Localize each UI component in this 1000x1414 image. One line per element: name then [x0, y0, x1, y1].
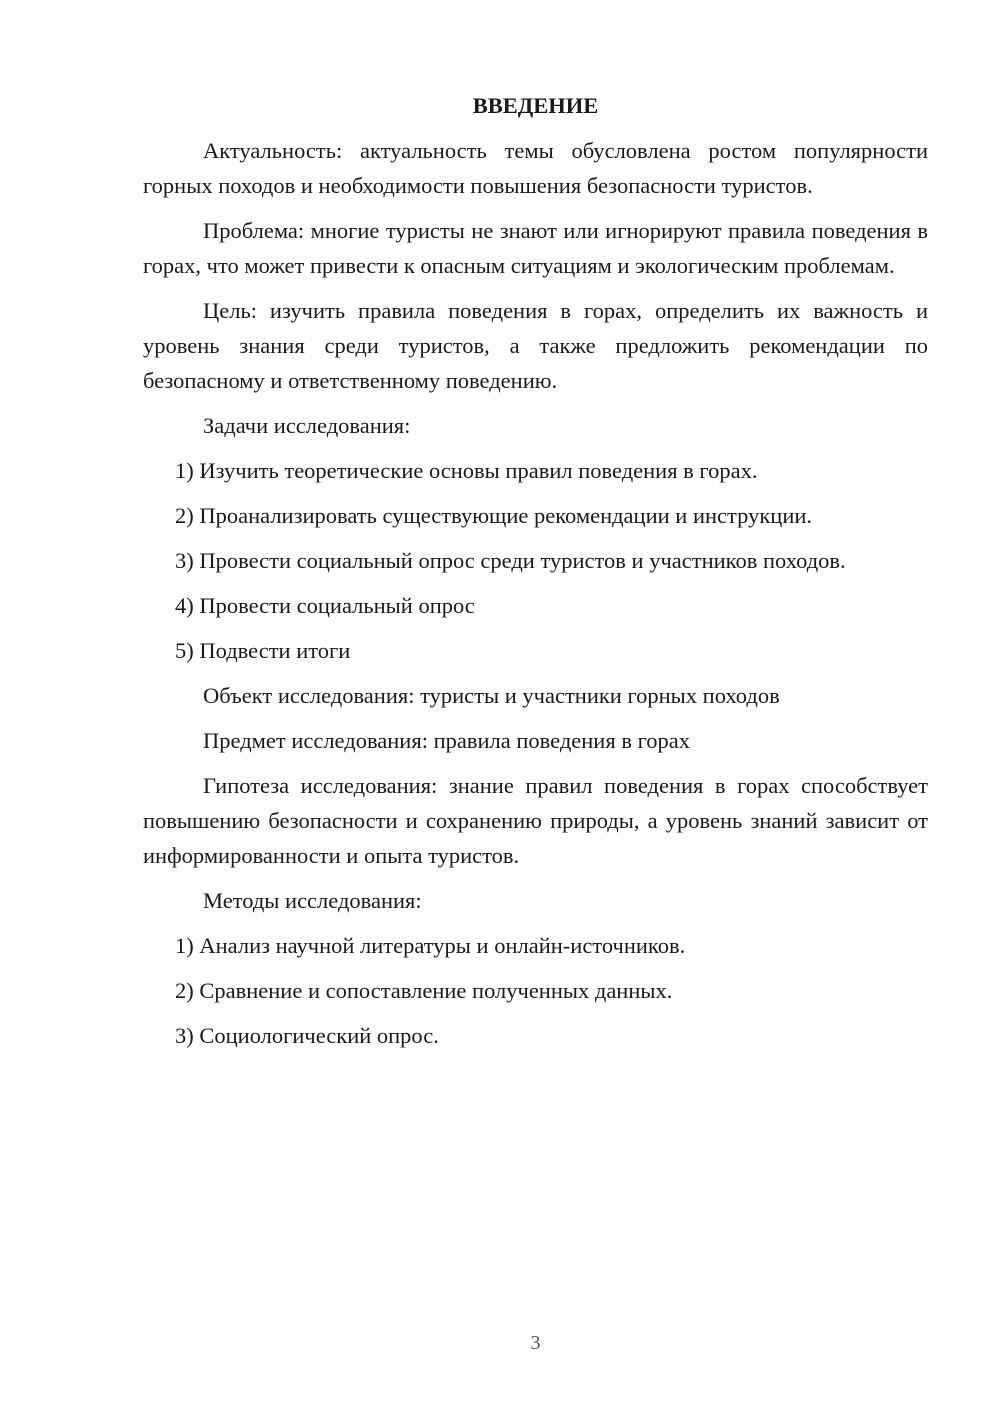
goal-paragraph: Цель: изучить правила поведения в горах, определить их важность и уровень знания среди туристов, а также предложить рекомендации по безопасному и ответственному поведению. — [143, 298, 928, 393]
object-paragraph: Объект исследования: туристы и участники горных походов — [203, 683, 780, 708]
subject-paragraph: Предмет исследования: правила поведения в горах — [203, 728, 690, 753]
page-number: 3 — [530, 1332, 541, 1354]
method-item: 3) Социологический опрос. — [175, 1023, 439, 1048]
task-item: 3) Провести социальный опрос среди туристов и участников походов. — [175, 548, 846, 573]
tasks-heading: Задачи исследования: — [203, 413, 411, 438]
section-heading: ВВЕДЕНИЕ — [472, 93, 599, 118]
page-content — [143, 88, 928, 1063]
method-item: 2) Сравнение и сопоставление полученных данных. — [175, 978, 673, 1003]
methods-heading: Методы исследования: — [203, 888, 422, 913]
task-item: 4) Провести социальный опрос — [175, 593, 475, 618]
method-item: 1) Анализ научной литературы и онлайн-источников. — [175, 933, 686, 958]
relevance-paragraph: Актуальность: актуальность темы обусловлена ростом популярности горных походов и необходимости повышения безопасности туристов. — [143, 138, 928, 198]
task-item: 1) Изучить теоретические основы правил поведения в горах. — [175, 458, 758, 483]
task-item: 5) Подвести итоги — [175, 638, 351, 663]
hypothesis-paragraph: Гипотеза исследования: знание правил поведения в горах способствует повышению безопасности и сохранению природы, а уровень знаний зависит от информированности и опыта туристов. — [143, 773, 928, 868]
problem-paragraph: Проблема: многие туристы не знают или игнорируют правила поведения в горах, что может привести к опасным ситуациям и экологическим проблемам. — [143, 218, 928, 278]
task-item: 2) Проанализировать существующие рекомендации и инструкции. — [175, 503, 813, 528]
